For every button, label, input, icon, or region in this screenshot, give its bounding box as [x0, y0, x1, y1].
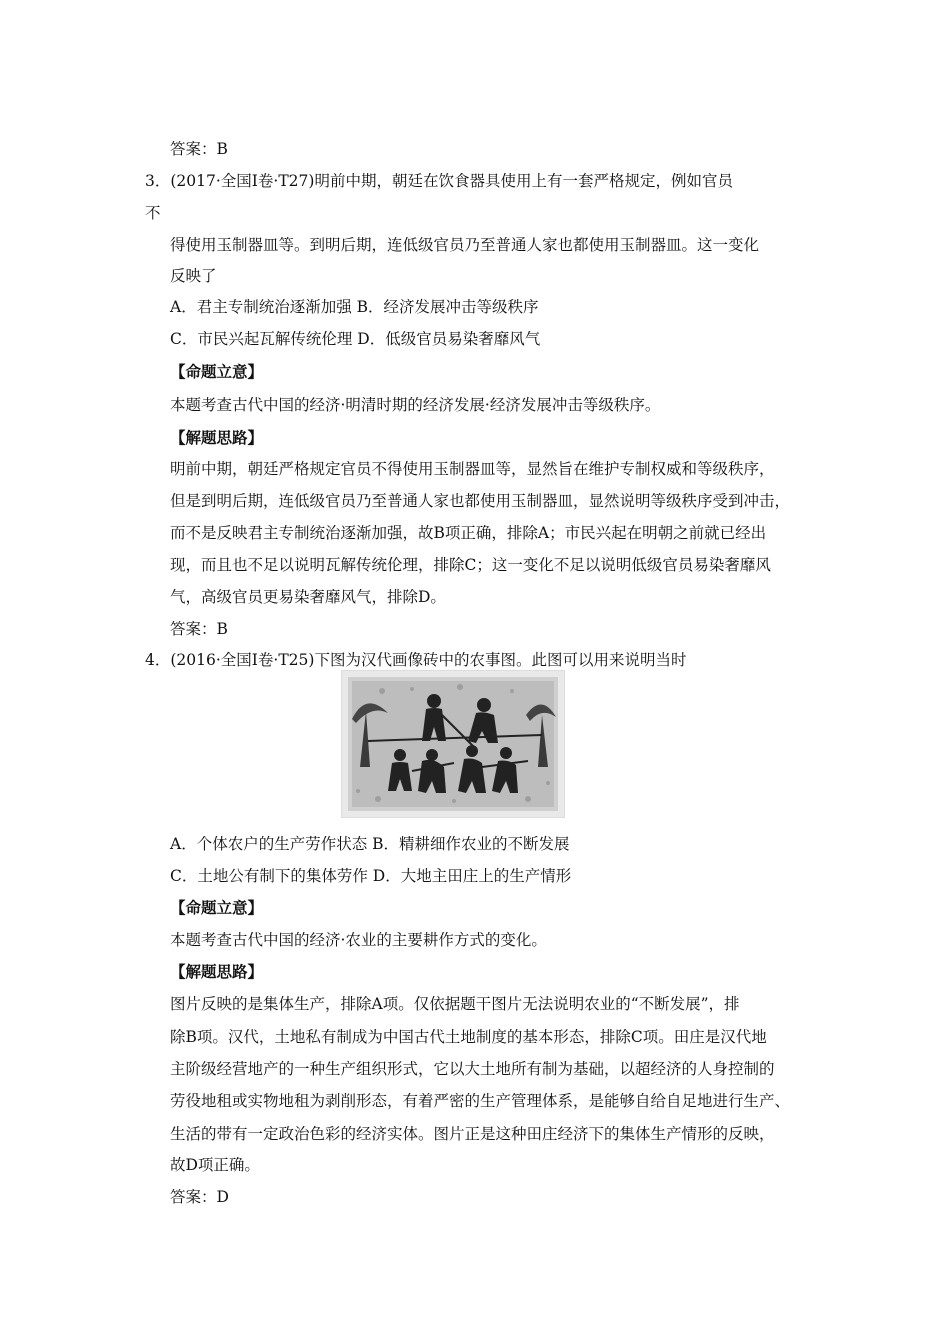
q3-options-line1: A．君主专制统治逐渐加强 B．经济发展冲击等级秩序	[170, 298, 539, 316]
q3-thinking-line: 而不是反映君主专制统治逐渐加强，故B项正确，排除A；市民兴起在明朝之前就已经出	[170, 524, 767, 542]
han-brick-farming-image	[341, 670, 565, 818]
q3-thinking-line: 但是到明后期，连低级官员乃至普通人家也都使用玉制器皿，显然说明等级秩序受到冲击，	[170, 492, 791, 510]
q3-stem-line2: 不	[145, 204, 161, 222]
q3-intent-text: 本题考查古代中国的经济·明清时期的经济发展·经济发展冲击等级秩序。	[170, 396, 661, 414]
q3-stem-line3: 得使用玉制器皿等。到明后期，连低级官员乃至普通人家也都使用玉制器皿。这一变化	[170, 236, 760, 254]
q4-thinking-line: 图片反映的是集体生产，排除A项。仅依据题干图片无法说明农业的“不断发展”，排	[170, 995, 740, 1013]
q4-thinking-line: 除B项。汉代，土地私有制成为中国古代土地制度的基本形态，排除C项。田庄是汉代地	[170, 1028, 767, 1046]
q3-thinking-line: 气，高级官员更易染奢靡风气，排除D。	[170, 588, 446, 606]
q3-thinking-line: 明前中期，朝廷严格规定官员不得使用玉制器皿等，显然旨在维护专制权威和等级秩序，	[170, 460, 775, 478]
q4-intent-heading: 【命题立意】	[170, 899, 264, 917]
q3-options-line2: C．市民兴起瓦解传统伦理 D．低级官员易染奢靡风气	[170, 330, 541, 348]
q3-stem-line1: 3．(2017·全国Ⅰ卷·T27)明前中期，朝廷在饮食器具使用上有一套严格规定，例如官员	[145, 172, 733, 190]
q4-options-line1: A．个体农户的生产劳作状态 B．精耕细作农业的不断发展	[170, 835, 570, 853]
q2-answer: 答案：B	[170, 140, 228, 158]
q4-stem: 4．(2016·全国Ⅰ卷·T25)下图为汉代画像砖中的农事图。此图可以用来说明当时	[145, 651, 687, 669]
q4-thinking-line: 故D项正确。	[170, 1156, 260, 1174]
q4-thinking-line: 生活的带有一定政治色彩的经济实体。图片正是这种田庄经济下的集体生产情形的反映，	[170, 1125, 775, 1143]
q3-stem-line4: 反映了	[170, 267, 217, 285]
q4-intent-text: 本题考查古代中国的经济·农业的主要耕作方式的变化。	[170, 931, 547, 949]
q4-thinking-line: 主阶级经营地产的一种生产组织形式，它以大土地所有制为基础，以超经济的人身控制的	[170, 1060, 775, 1078]
q3-thinking-line: 现，而且也不足以说明瓦解传统伦理，排除C；这一变化不足以说明低级官员易染奢靡风	[170, 556, 771, 574]
q4-options-line2: C．土地公有制下的集体劳作 D．大地主田庄上的生产情形	[170, 867, 572, 885]
q4-thinking-heading: 【解题思路】	[170, 963, 264, 981]
q4-answer: 答案：D	[170, 1188, 229, 1206]
q3-answer: 答案：B	[170, 620, 228, 638]
q3-intent-heading: 【命题立意】	[170, 363, 264, 381]
q3-thinking-heading: 【解题思路】	[170, 429, 264, 447]
farming-scene-graphic	[342, 671, 564, 817]
q4-thinking-line: 劳役地租或实物地租为剥削形态，有着严密的生产管理体系，是能够自给自足地进行生产、	[170, 1092, 791, 1110]
